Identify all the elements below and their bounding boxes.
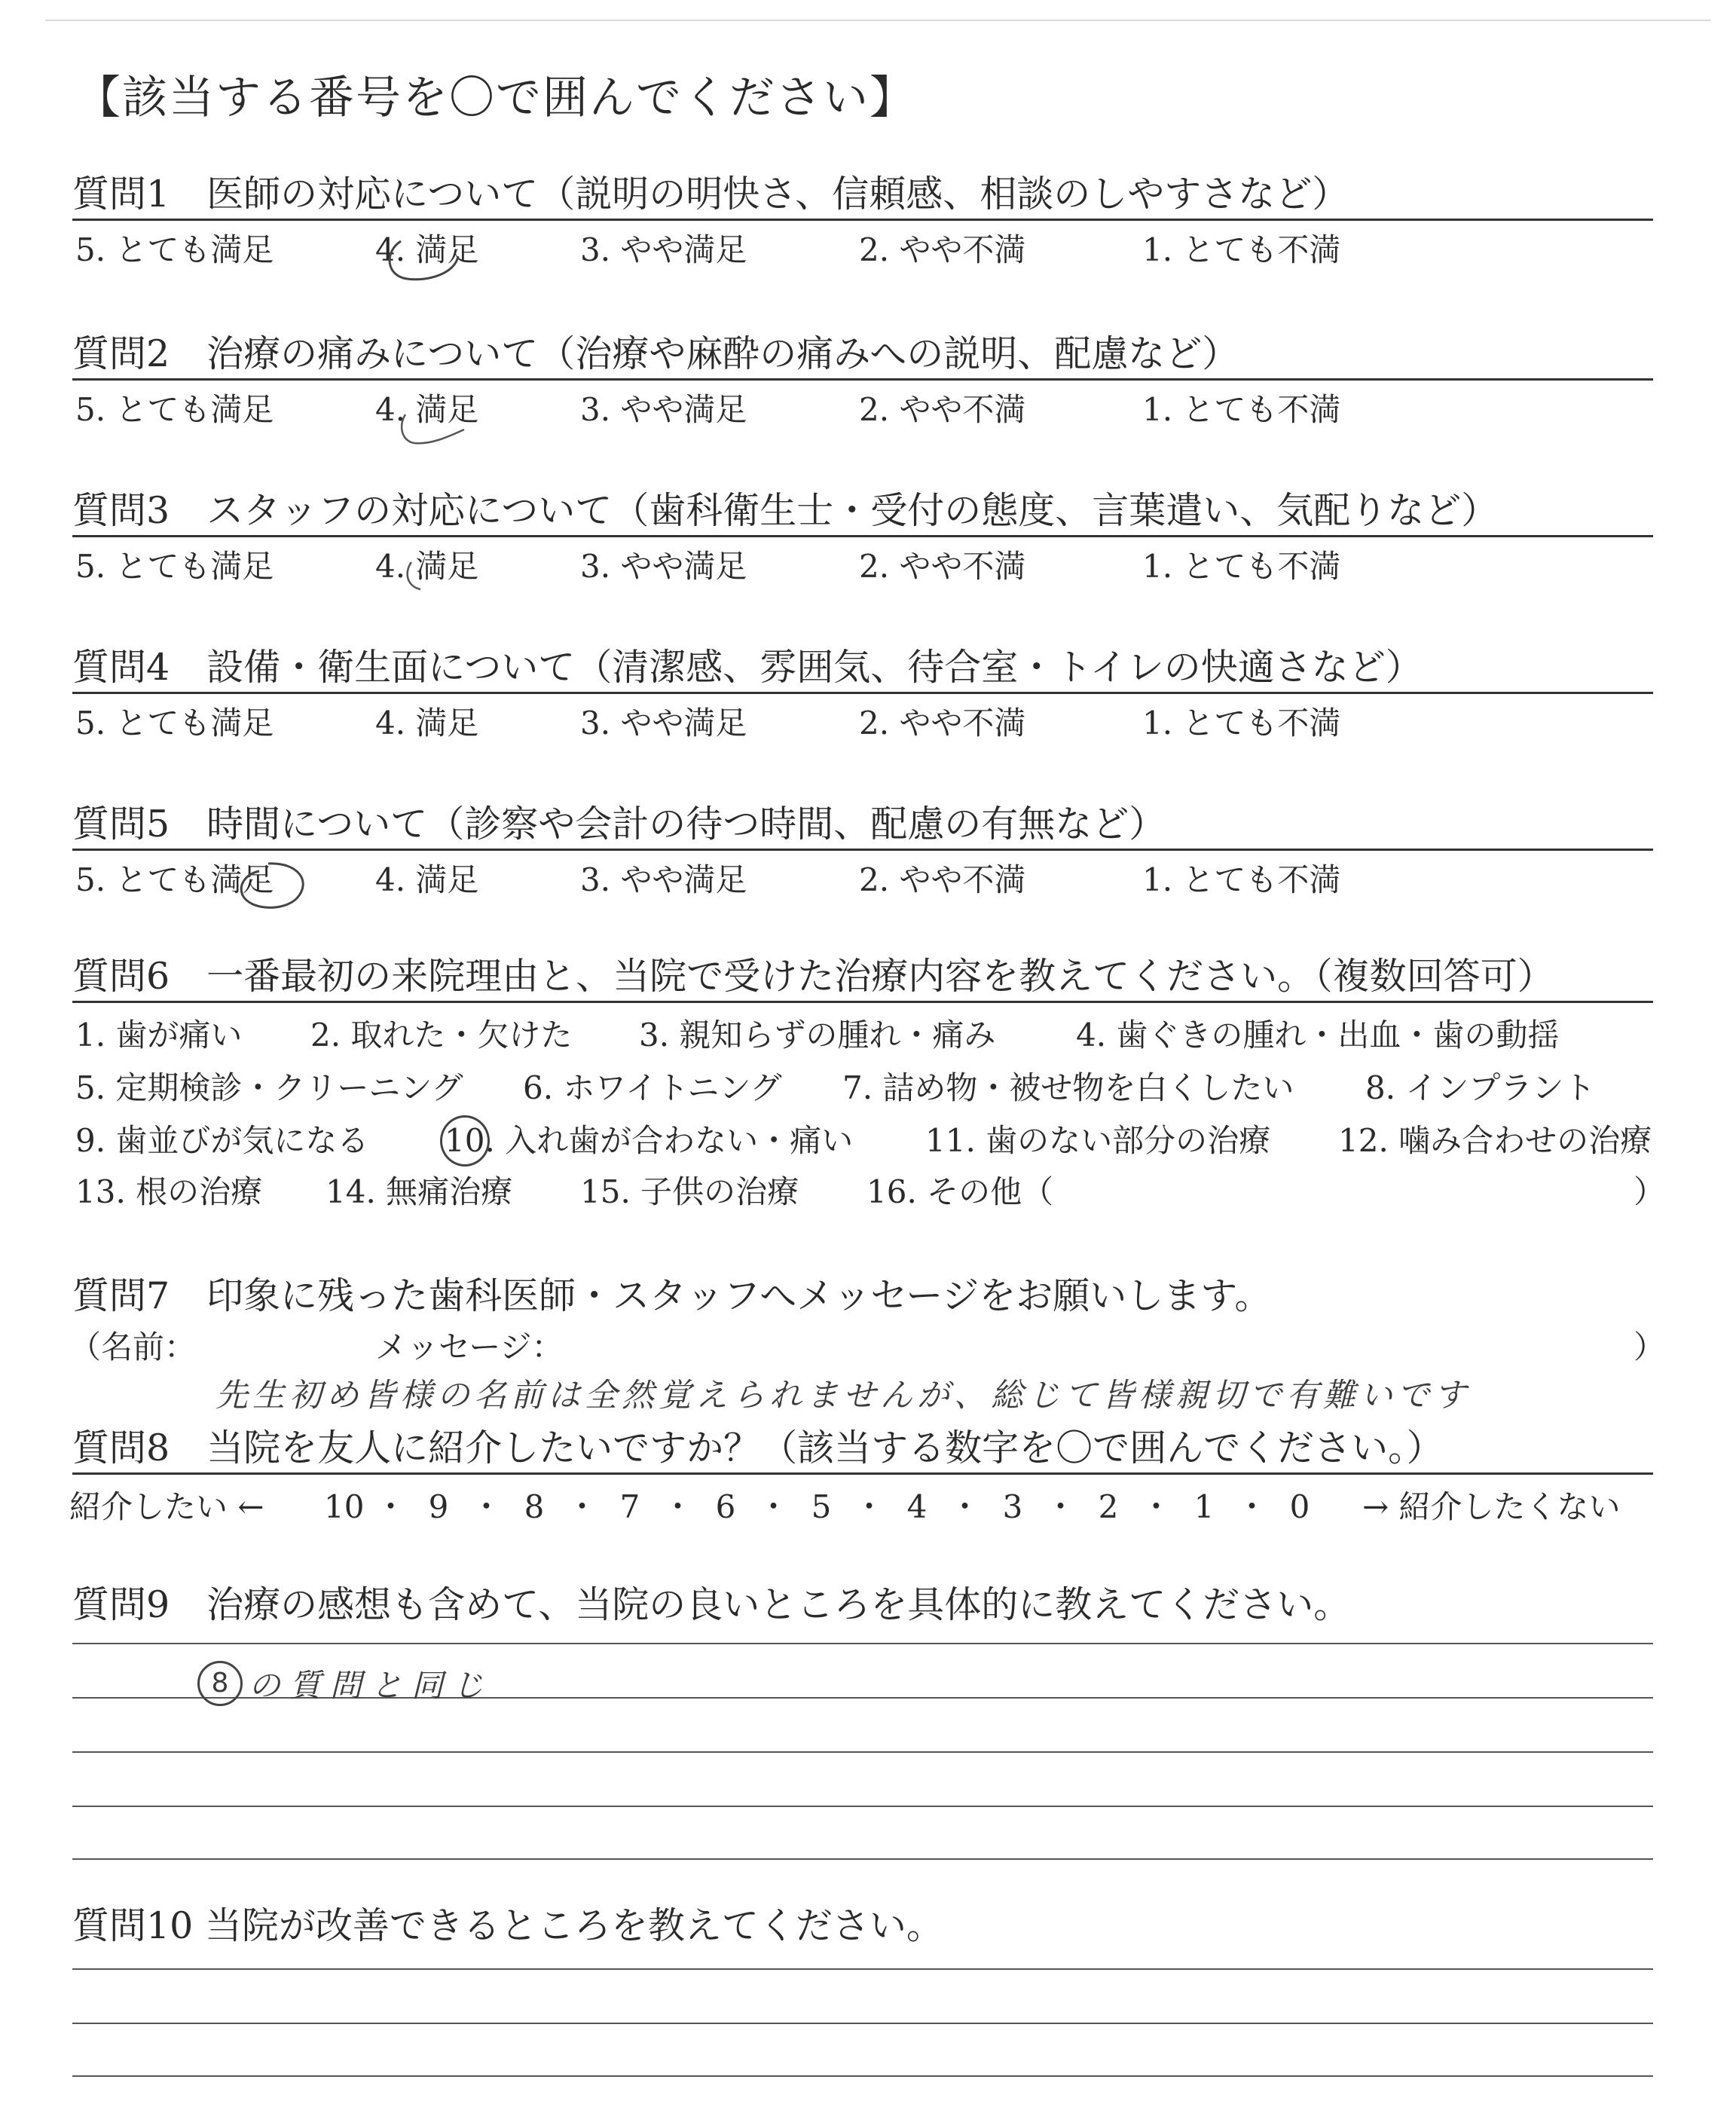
q5-option-2[interactable]: 2. やや不満 [859,861,1026,898]
q5-option-3[interactable]: 3. やや満足 [580,861,747,898]
q6-option-12[interactable]: 12. 噛み合わせの治療 [1338,1122,1652,1159]
q5-heading: 質問5 時間について（診察や会計の待つ時間、配慮の有無など） [72,803,1166,846]
q8-scale-separator: ・ [1140,1488,1172,1525]
q8-scale-separator: ・ [374,1488,407,1525]
q8-scale-separator: ・ [1044,1488,1077,1525]
q6-option-9[interactable]: 9. 歯並びが気になる [75,1122,369,1159]
q2-handwritten-circle-mark [392,407,475,452]
q9-answer-line-5 [72,1858,1653,1860]
q10-answer-line-1 [72,1968,1653,1970]
q3-heading: 質問3 スタッフの対応について（歯科衛生士・受付の態度、言葉遣い、気配りなど） [72,489,1499,532]
q9-circled-reference-number: 8 [211,1668,229,1699]
q6-option-13[interactable]: 13. 根の治療 [75,1173,263,1210]
q3-handwritten-circle-mark [398,558,458,595]
q4-option-4[interactable]: 4. 満足 [375,705,479,742]
q3-option-4[interactable]: 4. 満足 [375,548,479,585]
q4-option-2[interactable]: 2. やや不満 [859,705,1026,742]
q8-scale-separator: ・ [662,1488,694,1525]
q7-name-label: （名前： [69,1329,197,1365]
q6-option-6[interactable]: 6. ホワイトニング [523,1069,782,1106]
q10-answer-line-2 [72,2023,1653,2024]
q5-option-5[interactable]: 5. とても満足 [75,861,274,898]
q8-not-recommend-label: → 紹介したくない [1362,1488,1621,1525]
page-top-edge [45,20,1710,21]
q8-scale-separator: ・ [566,1488,598,1525]
q6-option-14[interactable]: 14. 無痛治療 [326,1173,513,1210]
q6-option-4[interactable]: 4. 歯ぐきの腫れ・出血・歯の動揺 [1076,1017,1560,1053]
q8-scale-value-4[interactable]: 4 [906,1488,928,1525]
q3-option-1[interactable]: 1. とても不満 [1142,548,1341,585]
q1-heading: 質問1 医師の対応について（説明の明快さ、信頼感、相談のしやすさなど） [72,173,1349,216]
q8-scale-value-8[interactable]: 8 [524,1488,545,1525]
q1-option-2[interactable]: 2. やや不満 [859,231,1026,268]
form-title: 【該当する番号を〇で囲んでください】 [75,72,916,124]
q1-option-4[interactable]: 4. 満足 [375,231,479,268]
q6-option-16[interactable]: 16. その他（ [866,1173,1054,1210]
q8-scale-value-3[interactable]: 3 [1002,1488,1023,1525]
q8-scale-value-10[interactable]: 10 [324,1488,365,1525]
q8-scale-separator: ・ [757,1488,790,1525]
q10-answer-line-3 [72,2075,1653,2077]
q8-scale-value-6[interactable]: 6 [715,1488,736,1525]
q1-option-3[interactable]: 3. やや満足 [580,231,747,268]
q9-answer-line-4 [72,1806,1653,1807]
q3-option-2[interactable]: 2. やや不満 [859,548,1026,585]
q9-handwritten-answer: の質問と同じ [249,1667,494,1704]
q2-option-3[interactable]: 3. やや満足 [580,391,747,428]
q6-option-5[interactable]: 5. 定期検診・クリーニング [75,1069,463,1106]
q6-other-close-paren: ） [1634,1173,1666,1210]
q8-scale-value-2[interactable]: 2 [1098,1488,1119,1525]
q7-close-paren: ） [1634,1329,1666,1365]
q1-option-1[interactable]: 1. とても不満 [1142,231,1341,268]
q4-rule [72,692,1653,694]
q6-option-3[interactable]: 3. 親知らずの腫れ・痛み [639,1017,996,1053]
q2-option-5[interactable]: 5. とても満足 [75,391,274,428]
q2-heading: 質問2 治療の痛みについて（治療や麻酔の痛みへの説明、配慮など） [72,332,1239,375]
q6-option-10-handwritten-circle [440,1115,490,1167]
q8-scale-value-1[interactable]: 1 [1194,1488,1215,1525]
q8-scale-value-0[interactable]: 0 [1289,1488,1310,1525]
q8-rule [72,1472,1653,1475]
q8-scale-separator: ・ [470,1488,503,1525]
q4-option-5[interactable]: 5. とても満足 [75,705,274,742]
q2-option-2[interactable]: 2. やや不満 [859,391,1026,428]
q2-rule [72,378,1653,381]
q9-answer-line-3 [72,1751,1653,1753]
q6-option-1[interactable]: 1. 歯が痛い [75,1017,243,1053]
q8-recommend-label: 紹介したい ← [69,1488,264,1525]
q5-option-1[interactable]: 1. とても不満 [1142,861,1341,898]
q6-heading: 質問6 一番最初の来院理由と、当院で受けた治療内容を教えてください。（複数回答可） [72,955,1554,998]
q5-rule [72,849,1653,851]
q8-scale-value-9[interactable]: 9 [428,1488,449,1525]
q6-option-15[interactable]: 15. 子供の治療 [580,1173,799,1210]
q7-heading: 質問7 印象に残った歯科医師・スタッフへメッセージをお願いします。 [72,1274,1272,1317]
q9-heading: 質問9 治療の感想も含めて、当院の良いところを具体的に教えてください。 [72,1583,1351,1626]
q6-option-11[interactable]: 11. 歯のない部分の治療 [925,1122,1271,1159]
q5-option-4[interactable]: 4. 満足 [375,861,479,898]
q6-option-7[interactable]: 7. 詰め物・被せ物を白くしたい [842,1069,1294,1106]
q8-scale-separator: ・ [853,1488,885,1525]
q3-option-3[interactable]: 3. やや満足 [580,548,747,585]
q6-option-2[interactable]: 2. 取れた・欠けた [310,1017,573,1053]
q4-option-1[interactable]: 1. とても不満 [1142,705,1341,742]
q3-rule [72,535,1653,537]
q4-heading: 質問4 設備・衛生面について（清潔感、雰囲気、待合室・トイレの快適さなど） [72,646,1423,689]
q8-scale-value-5[interactable]: 5 [811,1488,832,1525]
q3-option-5[interactable]: 5. とても満足 [75,548,274,585]
q1-rule [72,219,1653,221]
q1-handwritten-circle-mark [377,226,467,286]
q5-handwritten-circle-mark [223,856,313,916]
q9-circled-reference [197,1661,243,1706]
q6-option-8[interactable]: 8. インプラント [1365,1069,1596,1106]
q8-scale-separator: ・ [949,1488,981,1525]
q8-scale-separator: ・ [1236,1488,1268,1525]
q10-heading: 質問10 当院が改善できるところを教えてください。 [72,1904,943,1947]
q9-answer-line-1 [72,1643,1653,1644]
q8-scale-value-7[interactable]: 7 [619,1488,640,1525]
q1-option-5[interactable]: 5. とても満足 [75,231,274,268]
q7-message-label: メッセージ： [375,1329,564,1365]
q7-handwritten-message: 先生初め皆様の名前は全然覚えられませんが、総じて皆様親切で有難いです [215,1377,1471,1414]
q2-option-1[interactable]: 1. とても不満 [1142,391,1341,428]
q6-option-10[interactable]: 10. 入れ歯が合わない・痛い [445,1122,854,1159]
q2-option-4[interactable]: 4. 満足 [375,391,479,428]
q8-heading: 質問8 当院を友人に紹介したいですか？（該当する数字を〇で囲んでください。） [72,1427,1444,1469]
q4-option-3[interactable]: 3. やや満足 [580,705,747,742]
q6-rule [72,1001,1653,1003]
